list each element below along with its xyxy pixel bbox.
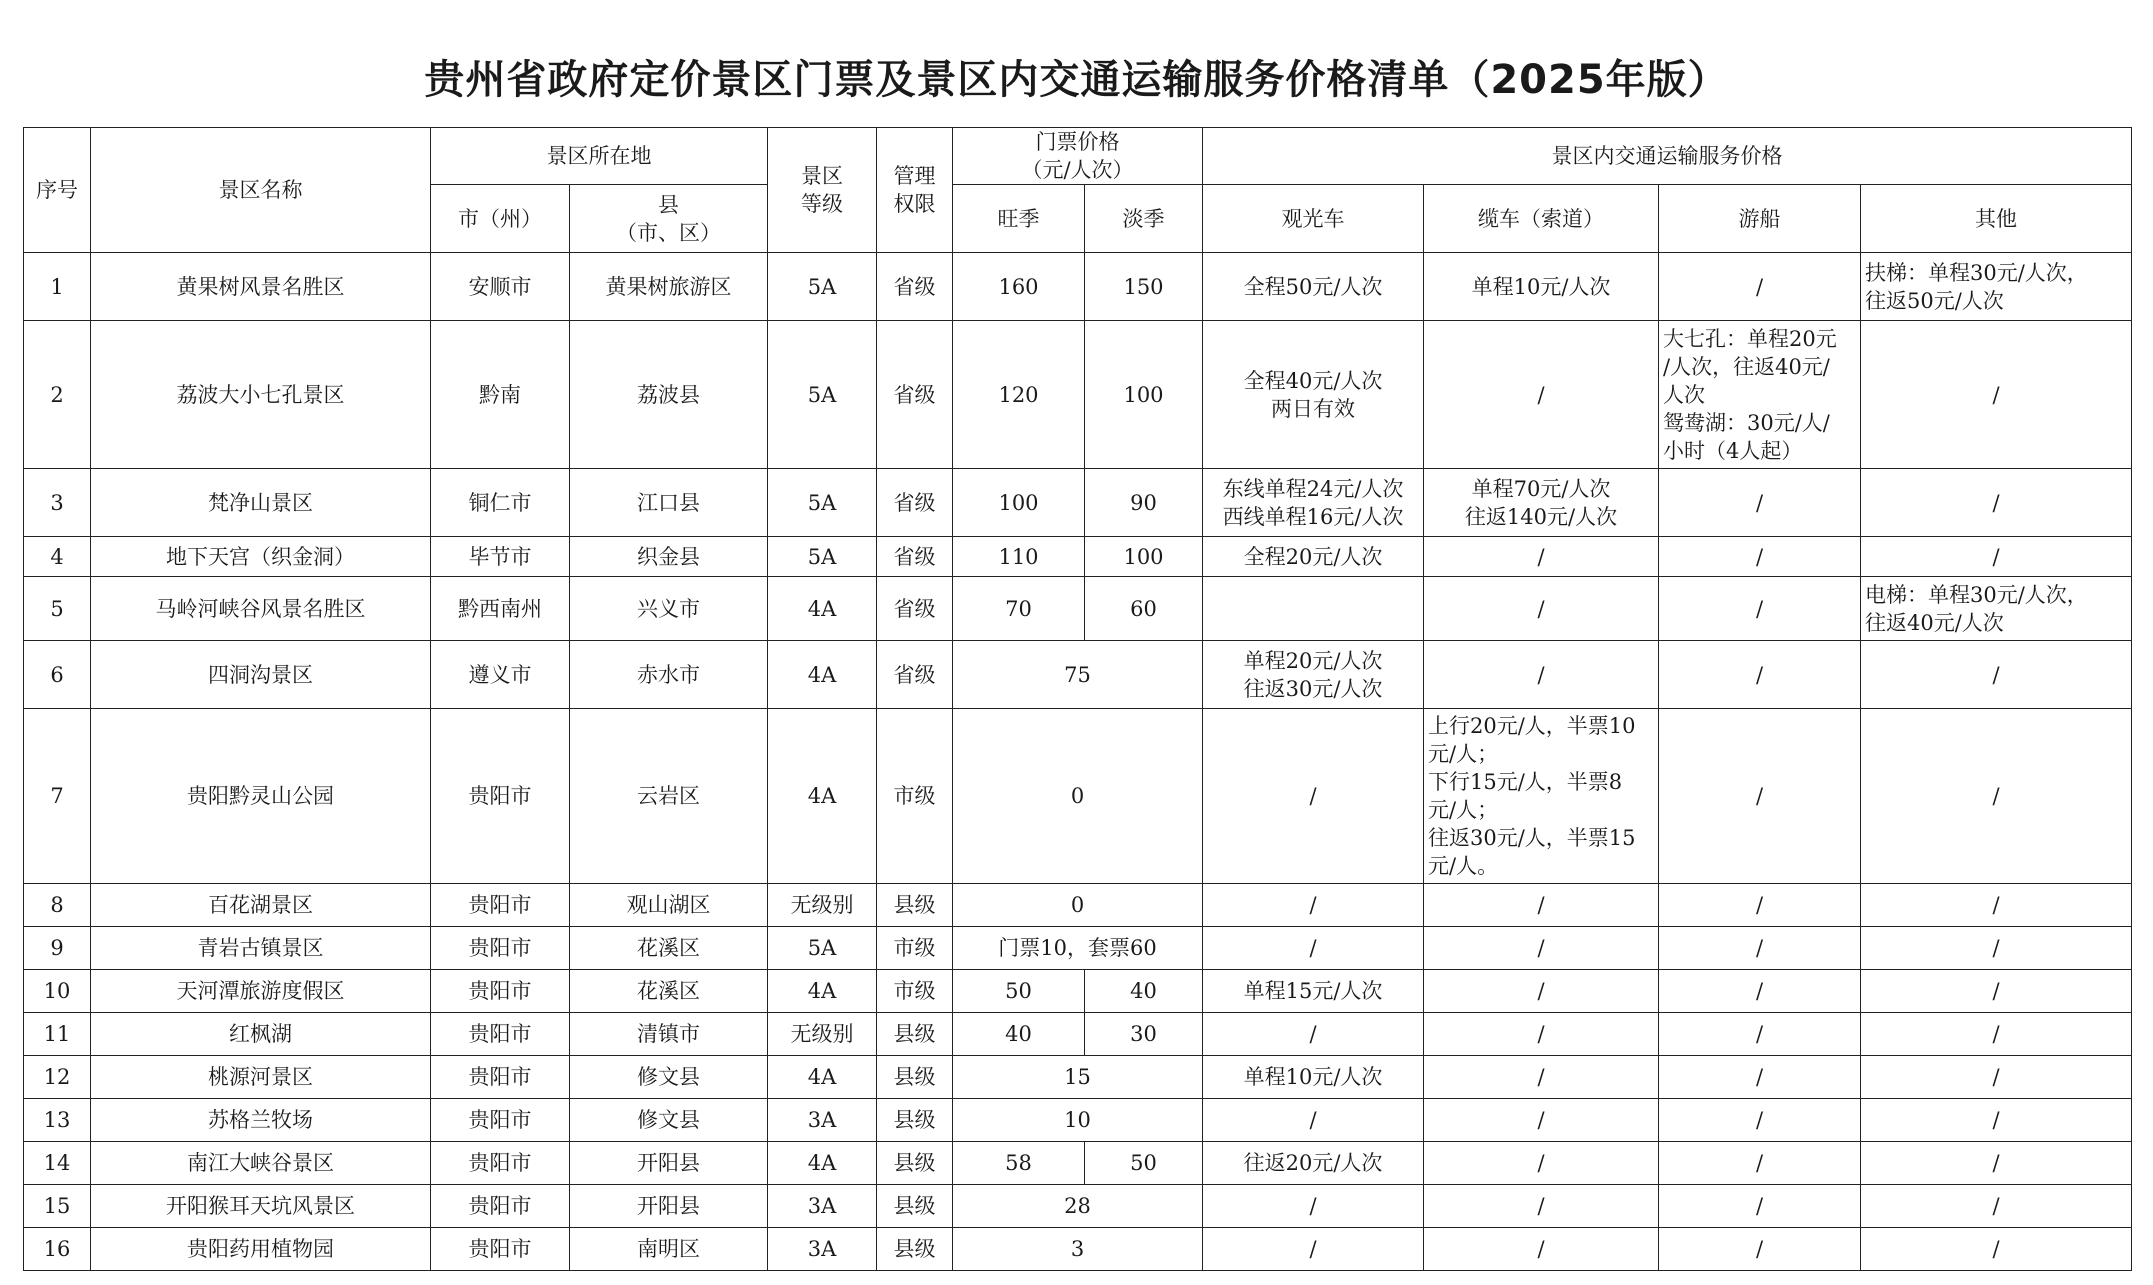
peak-price-cell: 100 <box>953 469 1085 537</box>
authority-cell: 市级 <box>877 927 953 970</box>
table-row <box>24 1056 2132 1099</box>
county-cell: 修文县 <box>570 1056 768 1099</box>
table-row <box>24 1142 2132 1185</box>
other-cell: 扶梯：单程30元/人次， 往返50元/人次 <box>1861 253 2132 321</box>
county-cell: 织金县 <box>570 537 768 577</box>
bus-cell: 全程40元/人次 两日有效 <box>1203 321 1424 469</box>
boat-cell: / <box>1659 1099 1861 1142</box>
county-cell: 花溪区 <box>570 970 768 1013</box>
level-cell: 4A <box>768 641 877 709</box>
level-cell: 3A <box>768 1099 877 1142</box>
off-price-cell: 150 <box>1085 253 1203 321</box>
bus-cell: 东线单程24元/人次 西线单程16元/人次 <box>1203 469 1424 537</box>
ticket-price-cell: 75 <box>953 641 1203 709</box>
table-row <box>24 709 2132 884</box>
seq-cell: 5 <box>24 577 91 641</box>
boat-cell: / <box>1659 641 1861 709</box>
county-cell: 花溪区 <box>570 927 768 970</box>
header-peak: 旺季 <box>953 185 1085 253</box>
bus-cell <box>1203 577 1424 641</box>
seq-cell: 1 <box>24 253 91 321</box>
county-cell: 观山湖区 <box>570 884 768 927</box>
level-cell: 5A <box>768 469 877 537</box>
other-cell: / <box>1861 970 2132 1013</box>
other-cell: / <box>1861 641 2132 709</box>
name-cell: 南江大峡谷景区 <box>91 1142 431 1185</box>
county-cell: 黄果树旅游区 <box>570 253 768 321</box>
level-cell: 3A <box>768 1185 877 1228</box>
peak-price-cell: 70 <box>953 577 1085 641</box>
city-cell: 黔南 <box>431 321 570 469</box>
authority-cell: 市级 <box>877 709 953 884</box>
county-cell: 云岩区 <box>570 709 768 884</box>
seq-cell: 16 <box>24 1228 91 1271</box>
header-ticket: 门票价格 （元/人次） <box>953 128 1203 185</box>
cable-cell: / <box>1424 1185 1659 1228</box>
ticket-price-cell: 28 <box>953 1185 1203 1228</box>
ticket-price-cell: 门票10，套票60 <box>953 927 1203 970</box>
bus-cell: 单程15元/人次 <box>1203 970 1424 1013</box>
seq-cell: 7 <box>24 709 91 884</box>
other-cell: / <box>1861 1056 2132 1099</box>
seq-cell: 14 <box>24 1142 91 1185</box>
table-row <box>24 253 2132 321</box>
header-other: 其他 <box>1861 185 2132 253</box>
authority-cell: 省级 <box>877 641 953 709</box>
name-cell: 黄果树风景名胜区 <box>91 253 431 321</box>
authority-cell: 县级 <box>877 1185 953 1228</box>
header-off: 淡季 <box>1085 185 1203 253</box>
header-authority: 管理 权限 <box>877 128 953 253</box>
authority-cell: 县级 <box>877 1056 953 1099</box>
boat-cell: / <box>1659 1056 1861 1099</box>
county-cell: 赤水市 <box>570 641 768 709</box>
cable-cell: / <box>1424 1056 1659 1099</box>
level-cell: 5A <box>768 321 877 469</box>
seq-cell: 6 <box>24 641 91 709</box>
city-cell: 遵义市 <box>431 641 570 709</box>
level-cell: 4A <box>768 709 877 884</box>
bus-cell: / <box>1203 927 1424 970</box>
city-cell: 贵阳市 <box>431 1185 570 1228</box>
boat-cell: / <box>1659 537 1861 577</box>
bus-cell: 全程50元/人次 <box>1203 253 1424 321</box>
table-row <box>24 537 2132 577</box>
bus-cell: / <box>1203 1013 1424 1056</box>
ticket-price-cell: 3 <box>953 1228 1203 1271</box>
header-boat: 游船 <box>1659 185 1861 253</box>
other-cell: / <box>1861 1099 2132 1142</box>
boat-cell: / <box>1659 469 1861 537</box>
authority-cell: 县级 <box>877 1228 953 1271</box>
boat-cell: / <box>1659 927 1861 970</box>
off-price-cell: 40 <box>1085 970 1203 1013</box>
seq-cell: 9 <box>24 927 91 970</box>
city-cell: 贵阳市 <box>431 709 570 884</box>
bus-cell: / <box>1203 1185 1424 1228</box>
level-cell: 3A <box>768 1228 877 1271</box>
county-cell: 修文县 <box>570 1099 768 1142</box>
county-cell: 荔波县 <box>570 321 768 469</box>
city-cell: 贵阳市 <box>431 927 570 970</box>
table-row <box>24 1228 2132 1271</box>
bus-cell: / <box>1203 1228 1424 1271</box>
peak-price-cell: 160 <box>953 253 1085 321</box>
authority-cell: 县级 <box>877 884 953 927</box>
seq-cell: 8 <box>24 884 91 927</box>
other-cell: 电梯：单程30元/人次， 往返40元/人次 <box>1861 577 2132 641</box>
peak-price-cell: 58 <box>953 1142 1085 1185</box>
name-cell: 红枫湖 <box>91 1013 431 1056</box>
table-row <box>24 1099 2132 1142</box>
table-row <box>24 641 2132 709</box>
ticket-price-cell: 10 <box>953 1099 1203 1142</box>
level-cell: 4A <box>768 577 877 641</box>
authority-cell: 市级 <box>877 970 953 1013</box>
authority-cell: 省级 <box>877 469 953 537</box>
boat-cell: / <box>1659 1142 1861 1185</box>
seq-cell: 4 <box>24 537 91 577</box>
other-cell: / <box>1861 1228 2132 1271</box>
county-cell: 南明区 <box>570 1228 768 1271</box>
level-cell: 无级别 <box>768 1013 877 1056</box>
city-cell: 贵阳市 <box>431 1013 570 1056</box>
name-cell: 马岭河峡谷风景名胜区 <box>91 577 431 641</box>
city-cell: 安顺市 <box>431 253 570 321</box>
cable-cell: / <box>1424 321 1659 469</box>
header-county: 县 （市、区） <box>570 185 768 253</box>
other-cell: / <box>1861 709 2132 884</box>
level-cell: 4A <box>768 1142 877 1185</box>
city-cell: 贵阳市 <box>431 1099 570 1142</box>
cable-cell: / <box>1424 927 1659 970</box>
cable-cell: / <box>1424 577 1659 641</box>
header-bus: 观光车 <box>1203 185 1424 253</box>
cable-cell: / <box>1424 1099 1659 1142</box>
name-cell: 天河潭旅游度假区 <box>91 970 431 1013</box>
table-row <box>24 577 2132 641</box>
name-cell: 苏格兰牧场 <box>91 1099 431 1142</box>
boat-cell: / <box>1659 1185 1861 1228</box>
header-name: 景区名称 <box>91 128 431 253</box>
cable-cell: / <box>1424 641 1659 709</box>
table-row <box>24 1185 2132 1228</box>
city-cell: 贵阳市 <box>431 1228 570 1271</box>
bus-cell: 全程20元/人次 <box>1203 537 1424 577</box>
city-cell: 铜仁市 <box>431 469 570 537</box>
other-cell: / <box>1861 1013 2132 1056</box>
other-cell: / <box>1861 1185 2132 1228</box>
table-row <box>24 469 2132 537</box>
county-cell: 清镇市 <box>570 1013 768 1056</box>
seq-cell: 3 <box>24 469 91 537</box>
name-cell: 贵阳药用植物园 <box>91 1228 431 1271</box>
city-cell: 贵阳市 <box>431 884 570 927</box>
name-cell: 贵阳黔灵山公园 <box>91 709 431 884</box>
table-row <box>24 321 2132 469</box>
boat-cell: / <box>1659 1013 1861 1056</box>
authority-cell: 省级 <box>877 321 953 469</box>
bus-cell: / <box>1203 709 1424 884</box>
authority-cell: 县级 <box>877 1099 953 1142</box>
city-cell: 贵阳市 <box>431 1056 570 1099</box>
county-cell: 开阳县 <box>570 1185 768 1228</box>
other-cell: / <box>1861 884 2132 927</box>
county-cell: 开阳县 <box>570 1142 768 1185</box>
seq-cell: 10 <box>24 970 91 1013</box>
seq-cell: 11 <box>24 1013 91 1056</box>
city-cell: 黔西南州 <box>431 577 570 641</box>
authority-cell: 省级 <box>877 253 953 321</box>
header-seq: 序号 <box>24 128 91 253</box>
off-price-cell: 100 <box>1085 537 1203 577</box>
level-cell: 5A <box>768 927 877 970</box>
bus-cell: / <box>1203 1099 1424 1142</box>
other-cell: / <box>1861 1142 2132 1185</box>
name-cell: 地下天宫（织金洞） <box>91 537 431 577</box>
ticket-price-cell: 0 <box>953 709 1203 884</box>
county-cell: 兴义市 <box>570 577 768 641</box>
header-cable: 缆车（索道） <box>1424 185 1659 253</box>
cable-cell: 单程70元/人次 往返140元/人次 <box>1424 469 1659 537</box>
name-cell: 梵净山景区 <box>91 469 431 537</box>
peak-price-cell: 40 <box>953 1013 1085 1056</box>
name-cell: 开阳猴耳天坑风景区 <box>91 1185 431 1228</box>
peak-price-cell: 120 <box>953 321 1085 469</box>
cable-cell: / <box>1424 970 1659 1013</box>
off-price-cell: 100 <box>1085 321 1203 469</box>
table-row <box>24 970 2132 1013</box>
level-cell: 5A <box>768 253 877 321</box>
cable-cell: 单程10元/人次 <box>1424 253 1659 321</box>
level-cell: 4A <box>768 970 877 1013</box>
cable-cell: / <box>1424 884 1659 927</box>
table-row <box>24 927 2132 970</box>
off-price-cell: 50 <box>1085 1142 1203 1185</box>
boat-cell: / <box>1659 970 1861 1013</box>
boat-cell: / <box>1659 253 1861 321</box>
off-price-cell: 30 <box>1085 1013 1203 1056</box>
authority-cell: 省级 <box>877 577 953 641</box>
bus-cell: 往返20元/人次 <box>1203 1142 1424 1185</box>
table-row <box>24 1013 2132 1056</box>
price-table <box>23 127 2132 1271</box>
authority-cell: 县级 <box>877 1013 953 1056</box>
ticket-price-cell: 0 <box>953 884 1203 927</box>
name-cell: 百花湖景区 <box>91 884 431 927</box>
ticket-price-cell: 15 <box>953 1056 1203 1099</box>
header-level: 景区 等级 <box>768 128 877 253</box>
seq-cell: 13 <box>24 1099 91 1142</box>
seq-cell: 15 <box>24 1185 91 1228</box>
peak-price-cell: 110 <box>953 537 1085 577</box>
peak-price-cell: 50 <box>953 970 1085 1013</box>
other-cell: / <box>1861 321 2132 469</box>
authority-cell: 县级 <box>877 1142 953 1185</box>
name-cell: 荔波大小七孔景区 <box>91 321 431 469</box>
seq-cell: 12 <box>24 1056 91 1099</box>
off-price-cell: 60 <box>1085 577 1203 641</box>
bus-cell: 单程20元/人次 往返30元/人次 <box>1203 641 1424 709</box>
boat-cell: / <box>1659 1228 1861 1271</box>
other-cell: / <box>1861 469 2132 537</box>
boat-cell: / <box>1659 577 1861 641</box>
cable-cell: 上行20元/人，半票10 元/人； 下行15元/人，半票8 元/人； 往返30元/人，半票15 元/人。 <box>1424 709 1659 884</box>
city-cell: 毕节市 <box>431 537 570 577</box>
authority-cell: 省级 <box>877 537 953 577</box>
header-location: 景区所在地 <box>431 128 768 185</box>
cable-cell: / <box>1424 1228 1659 1271</box>
cable-cell: / <box>1424 1142 1659 1185</box>
name-cell: 四洞沟景区 <box>91 641 431 709</box>
boat-cell: / <box>1659 709 1861 884</box>
cable-cell: / <box>1424 1013 1659 1056</box>
bus-cell: / <box>1203 884 1424 927</box>
city-cell: 贵阳市 <box>431 970 570 1013</box>
boat-cell: / <box>1659 884 1861 927</box>
level-cell: 4A <box>768 1056 877 1099</box>
name-cell: 青岩古镇景区 <box>91 927 431 970</box>
header-city: 市（州） <box>431 185 570 253</box>
county-cell: 江口县 <box>570 469 768 537</box>
name-cell: 桃源河景区 <box>91 1056 431 1099</box>
other-cell: / <box>1861 927 2132 970</box>
level-cell: 5A <box>768 537 877 577</box>
seq-cell: 2 <box>24 321 91 469</box>
bus-cell: 单程10元/人次 <box>1203 1056 1424 1099</box>
table-row <box>24 884 2132 927</box>
header-transport: 景区内交通运输服务价格 <box>1203 128 2132 185</box>
city-cell: 贵阳市 <box>431 1142 570 1185</box>
other-cell: / <box>1861 537 2132 577</box>
cable-cell: / <box>1424 537 1659 577</box>
level-cell: 无级别 <box>768 884 877 927</box>
off-price-cell: 90 <box>1085 469 1203 537</box>
boat-cell: 大七孔：单程20元 /人次，往返40元/ 人次 鸳鸯湖：30元/人/ 小时（4人起） <box>1659 321 1861 469</box>
page-title: 贵州省政府定价景区门票及景区内交通运输服务价格清单（2025年版） <box>424 57 1729 103</box>
